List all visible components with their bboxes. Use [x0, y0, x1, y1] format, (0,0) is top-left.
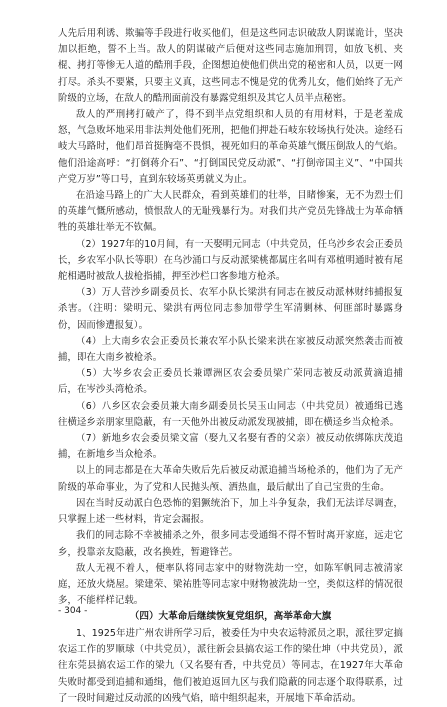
page-number: - 304 - — [58, 606, 88, 616]
paragraph-8: （6）八乡区农会委员兼大南乡副委员长吴玉山同志（中共党员）被通缉已逃往横迳乡亲朋家里隐蔽，有一天他外出被反动派发现被捕，即在横迳乡当众枪杀。 — [58, 400, 403, 428]
paragraph-5: （3）万人营沙乡副委员长、农军小队长梁洪有同志在被反动派林财纬捕报复杀害。（注明：梁明元、梁洪有两位同志参加带学生军清剿林、何匪部时暴露身份，因而惨遭报复）。 — [58, 287, 403, 331]
paragraph-7: （5）大岑乡农会正委员长兼谭洲区农会委员梁广荣同志被反动派黄滴追捕后，在岑沙头湾枪杀。 — [58, 368, 403, 396]
paragraph-4: （2）1927年的10月间，有一天娶明元同志（中共党员，任乌沙乡农会正委员长，乡农军小队长等职）在乌沙涌口与反动派梁桃都属庄名叫有邓植明通时被有尾舵相遇时被敌人拔枪指捕，押至沙栏口客参地方枪杀。 — [58, 238, 403, 283]
paragraph-12: 我们的同志除不幸被捕杀之外，很多同志受通缉不得不暂时离开家庭，远走它乡，投靠亲友隐蔽，改名换姓，暂避锋芒。 — [58, 530, 403, 558]
paragraph-13: 敌人无视不着人，便率队将同志家中的财物洗劫一空，如陈军帆同志被清家庭，还放火烧屋。梁建荣、梁祐胜等同志家中财物被洗劫一空，类似这样的情况很多，不能样样记载。 — [58, 562, 403, 607]
paragraph-11: 因在当时反动派白色恐怖的猖獗统治下，加上斗争复杂，我们无法详尽调查，只掌握上述一些材料，肯定会漏报。 — [58, 497, 403, 526]
section-heading: （四）大革命后继续恢复党组织，高举革命大旗 — [129, 611, 332, 623]
paragraph-3: 在沿途马路上的广大人民群众，看到英雄们的壮举，目睹惨案，无不为烈士们的英雄气慨所感动，愤恨敌人的无耻残暴行为。对我们共产党员先锋战士为革命牺牲的英雄壮举无不钦佩。 — [58, 190, 403, 234]
paragraph-14: 1、1925年进广州农讲所学习后，被委任为中央农运特派员之职，派往罗定搞农运工作的罗顺球（中共党员），派往新会县搞农运工作的梁仕坤（中共党员），派往东莞县搞农运工作的梁九（又名娶有香，中共党员）等同志，在1927年大革命失败时都受到追捕和通缉，他们被迫返回九区与我们隐蔽的同志逐个取得联系，过了一段时间避过反动派的凶残气焰，暗中组织起来，开展地下革命活动。 — [58, 627, 403, 704]
paragraph-10: 以上的同志都是在大革命失败后先后被反动派追捕当场枪杀的，他们为了无产阶级的革命事业，为了党和人民抛头颅、洒热血，最后献出了自己宝贵的生命。 — [58, 465, 403, 493]
paragraph-6: （4）上大南乡农会正委员长兼农军小队长梁来洪在家被反动派突然袭击而被捕，即在大南乡被枪杀。 — [58, 335, 403, 364]
paragraph-2: 敌人的严刑拷打破产了，得不到半点党组织和人员的有用材料，于是老羞成怒，气急败坏地采用非法判处他们死刑，把他们押赴石岐东较场执行处决。途经石岐大马路时，他们昂首挺胸毫不畏惧，视死如归的革命英雄气慨压倒敌人的气焰。他们沿途高呼：“打倒蒋介石”、“打倒国民党反动派”、“打倒帝国主义”、“中国共产党万岁”等口号，直到东较场英勇就义为止。 — [58, 109, 403, 185]
paragraph-1: 人先后用利诱、欺骗等手段进行收买他们，但是这些同志识破敌人阴谋诡计，坚决加以拒绝，誓不上当。敌人的阴谋破产后便对这些同志施加刑罚，如放飞机、夹棍、拷打等惨无人道的酷刑手段，企图想迫使他们供出党的秘密和人员，以更一网打尽。杀头不要紧，只要主义真，这些同志不愧是党的优秀儿女，他们始终了无产阶级的立场，在敌人的酷刑面前没有暴露党组织及其它人员半点秘密。 — [58, 28, 403, 104]
paragraph-9: （7）新地乡农会委员梁文富（娶九又名娶有香的父亲）被反动依绑陈庆茂追捕，在新地乡当众枪杀。 — [58, 433, 403, 461]
